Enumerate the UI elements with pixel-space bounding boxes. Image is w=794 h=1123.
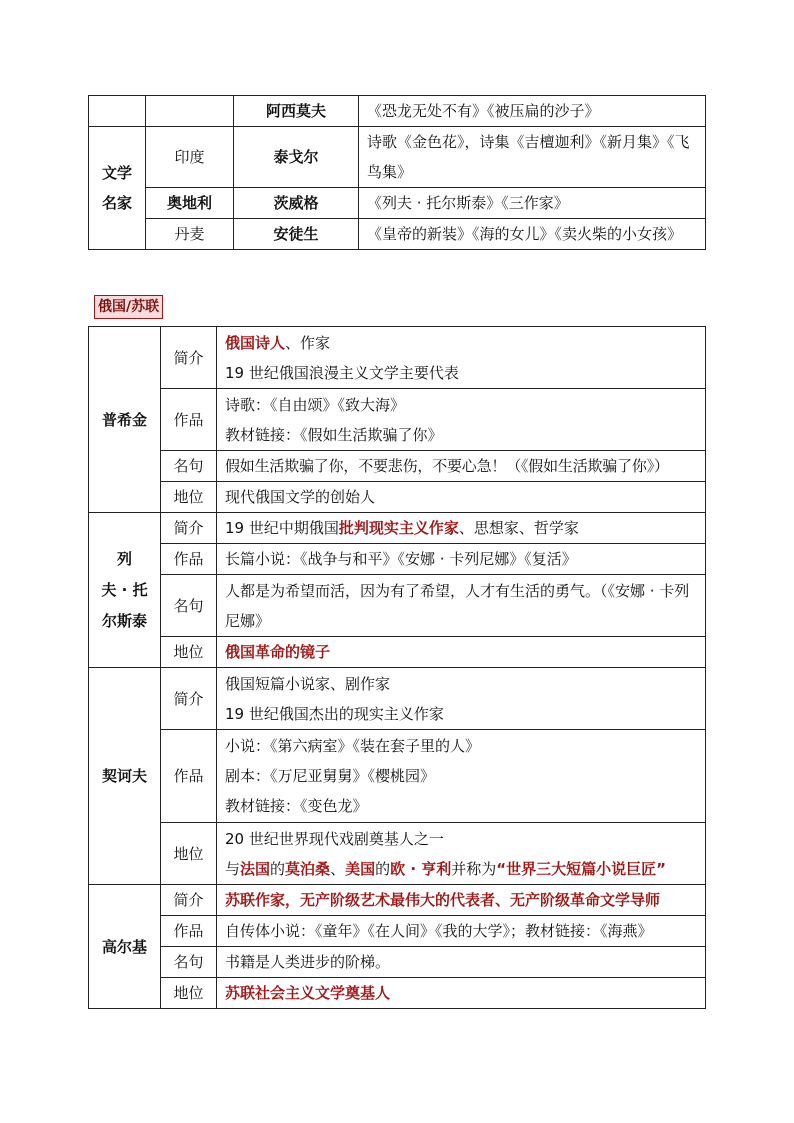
author-quote: 书籍是人类进步的阶梯。 bbox=[217, 947, 706, 978]
highlight-text: 苏联作家，无产阶级艺术最伟大的代表者、无产阶级革命文学导师 bbox=[225, 891, 661, 909]
table-row bbox=[89, 327, 706, 389]
row-label: 作品 bbox=[161, 730, 217, 823]
table-row bbox=[89, 451, 706, 482]
plain-text: 、作家 bbox=[285, 333, 331, 352]
plain-text: 的 bbox=[375, 859, 391, 878]
row-label: 简介 bbox=[161, 513, 217, 544]
works-line: 诗歌：《自由颂》《致大海》 bbox=[225, 395, 406, 414]
works-line: 剧本：《万尼亚舅舅》《樱桃园》 bbox=[225, 767, 436, 785]
author-country: 奥地利 bbox=[146, 188, 234, 219]
russian-authors-table bbox=[88, 326, 706, 1009]
intro-line: 19 世纪俄国浪漫主义文学主要代表 bbox=[225, 363, 459, 382]
author-works: 《列夫 · 托尔斯泰》《三作家》 bbox=[359, 188, 706, 219]
table-row bbox=[89, 219, 706, 250]
author-name-line: 列 bbox=[116, 549, 132, 568]
intro-line: 俄国短篇小说家、剧作家 bbox=[225, 674, 391, 693]
table-row bbox=[89, 668, 706, 730]
author-works: 长篇小说：《战争与和平》《安娜 · 卡列尼娜》《复活》 bbox=[217, 544, 706, 575]
works-line: 教材链接：《假如生活欺骗了你》 bbox=[225, 425, 443, 444]
plain-text: 19 世纪中期俄国 bbox=[225, 519, 339, 537]
author-name: 安徒生 bbox=[234, 219, 359, 250]
highlight-text: 俄国诗人 bbox=[225, 333, 286, 352]
quote-text: 人都是为希望而活，因为有了希望，人才有生活的勇气。（《安娜 · 卡列尼娜》 bbox=[225, 581, 690, 630]
empty-cell bbox=[89, 96, 146, 127]
table-row bbox=[89, 544, 706, 575]
highlight-text: 美国 bbox=[345, 859, 376, 878]
author-status bbox=[217, 978, 706, 1009]
highlight-text: “世界三大短篇小说巨匠” bbox=[496, 859, 666, 878]
table-row bbox=[89, 188, 706, 219]
plain-text: 并称为 bbox=[451, 859, 497, 878]
table-row bbox=[89, 637, 706, 668]
highlight-text: 欧 · 亨利 bbox=[390, 859, 452, 878]
row-label: 简介 bbox=[161, 327, 217, 389]
author-country: 印度 bbox=[146, 127, 234, 188]
author-works: 《恐龙无处不有》《被压扁的沙子》 bbox=[359, 96, 706, 127]
row-label: 地位 bbox=[161, 978, 217, 1009]
row-label: 地位 bbox=[161, 823, 217, 885]
author-name: 普希金 bbox=[89, 327, 161, 513]
row-label: 地位 bbox=[161, 482, 217, 513]
author-quote: 假如生活欺骗了你，不要悲伤，不要心急！（《假如生活欺骗了你》） bbox=[217, 451, 706, 482]
author-works: 《皇帝的新装》《海的女儿》《卖火柴的小女孩》 bbox=[359, 219, 706, 250]
category-label-line: 文学 bbox=[101, 164, 132, 182]
empty-cell bbox=[146, 96, 234, 127]
row-label: 名句 bbox=[161, 575, 217, 637]
highlight-text: 俄国革命的镜子 bbox=[225, 643, 331, 661]
table-row bbox=[89, 513, 706, 544]
table-row bbox=[89, 575, 706, 637]
author-intro bbox=[217, 513, 706, 544]
table-row bbox=[89, 916, 706, 947]
works-line: 小说：《第六病室》《装在套子里的人》 bbox=[225, 737, 481, 755]
author-name: 茨威格 bbox=[234, 188, 359, 219]
highlight-text: 苏联社会主义文学奠基人 bbox=[225, 984, 391, 1002]
status-line bbox=[225, 854, 699, 884]
row-label: 作品 bbox=[161, 389, 217, 451]
table-row bbox=[89, 127, 706, 188]
table-row bbox=[89, 730, 706, 823]
author-quote bbox=[217, 575, 706, 637]
author-works bbox=[359, 127, 706, 188]
table-row bbox=[89, 978, 706, 1009]
table-row bbox=[89, 885, 706, 916]
author-status: 现代俄国文学的创始人 bbox=[217, 482, 706, 513]
plain-text: 的 bbox=[270, 859, 286, 878]
author-intro bbox=[217, 327, 706, 389]
row-label: 地位 bbox=[161, 637, 217, 668]
author-status bbox=[217, 637, 706, 668]
category-label-line: 名家 bbox=[101, 194, 132, 212]
row-label: 名句 bbox=[161, 451, 217, 482]
author-name: 契诃夫 bbox=[89, 668, 161, 885]
author-name-line: 夫 · 托 bbox=[101, 580, 148, 599]
author-name: 高尔基 bbox=[89, 885, 161, 1009]
plain-text: 、思想家、哲学家 bbox=[458, 519, 579, 537]
table-row bbox=[89, 96, 706, 127]
author-country: 丹麦 bbox=[146, 219, 234, 250]
author-name-line: 尔斯泰 bbox=[101, 611, 147, 630]
row-label: 作品 bbox=[161, 916, 217, 947]
intro-line: 19 世纪俄国杰出的现实主义作家 bbox=[225, 704, 444, 723]
section-title: 俄国/苏联 bbox=[94, 295, 163, 319]
author-works-text: 诗歌《金色花》，诗集《吉檀迦利》《新月集》《飞鸟集》 bbox=[367, 133, 690, 181]
status-line: 20 世纪世界现代戏剧奠基人之一 bbox=[225, 829, 444, 848]
table-row bbox=[89, 947, 706, 978]
plain-text: 、 bbox=[330, 859, 346, 878]
highlight-text: 法国 bbox=[240, 859, 271, 878]
author-intro bbox=[217, 885, 706, 916]
works-line: 教材链接：《变色龙》 bbox=[225, 797, 368, 815]
author-name: 阿西莫夫 bbox=[234, 96, 359, 127]
highlight-text: 莫泊桑 bbox=[285, 859, 331, 878]
table-row bbox=[89, 482, 706, 513]
author-name: 泰戈尔 bbox=[234, 127, 359, 188]
literary-figures-table bbox=[88, 95, 706, 250]
author-works: 自传体小说：《童年》《在人间》《我的大学》；教材链接：《海燕》 bbox=[217, 916, 706, 947]
row-label: 名句 bbox=[161, 947, 217, 978]
row-label: 作品 bbox=[161, 544, 217, 575]
row-label: 简介 bbox=[161, 668, 217, 730]
author-works bbox=[217, 389, 706, 451]
author-status bbox=[217, 823, 706, 885]
highlight-text: 批判现实主义作家 bbox=[338, 519, 459, 537]
category-label bbox=[89, 127, 146, 250]
intro-line bbox=[225, 328, 699, 358]
plain-text: 与 bbox=[225, 859, 241, 878]
row-label: 简介 bbox=[161, 885, 217, 916]
author-name bbox=[89, 513, 161, 668]
author-intro bbox=[217, 668, 706, 730]
author-works bbox=[217, 730, 706, 823]
table-row bbox=[89, 823, 706, 885]
table-row bbox=[89, 389, 706, 451]
